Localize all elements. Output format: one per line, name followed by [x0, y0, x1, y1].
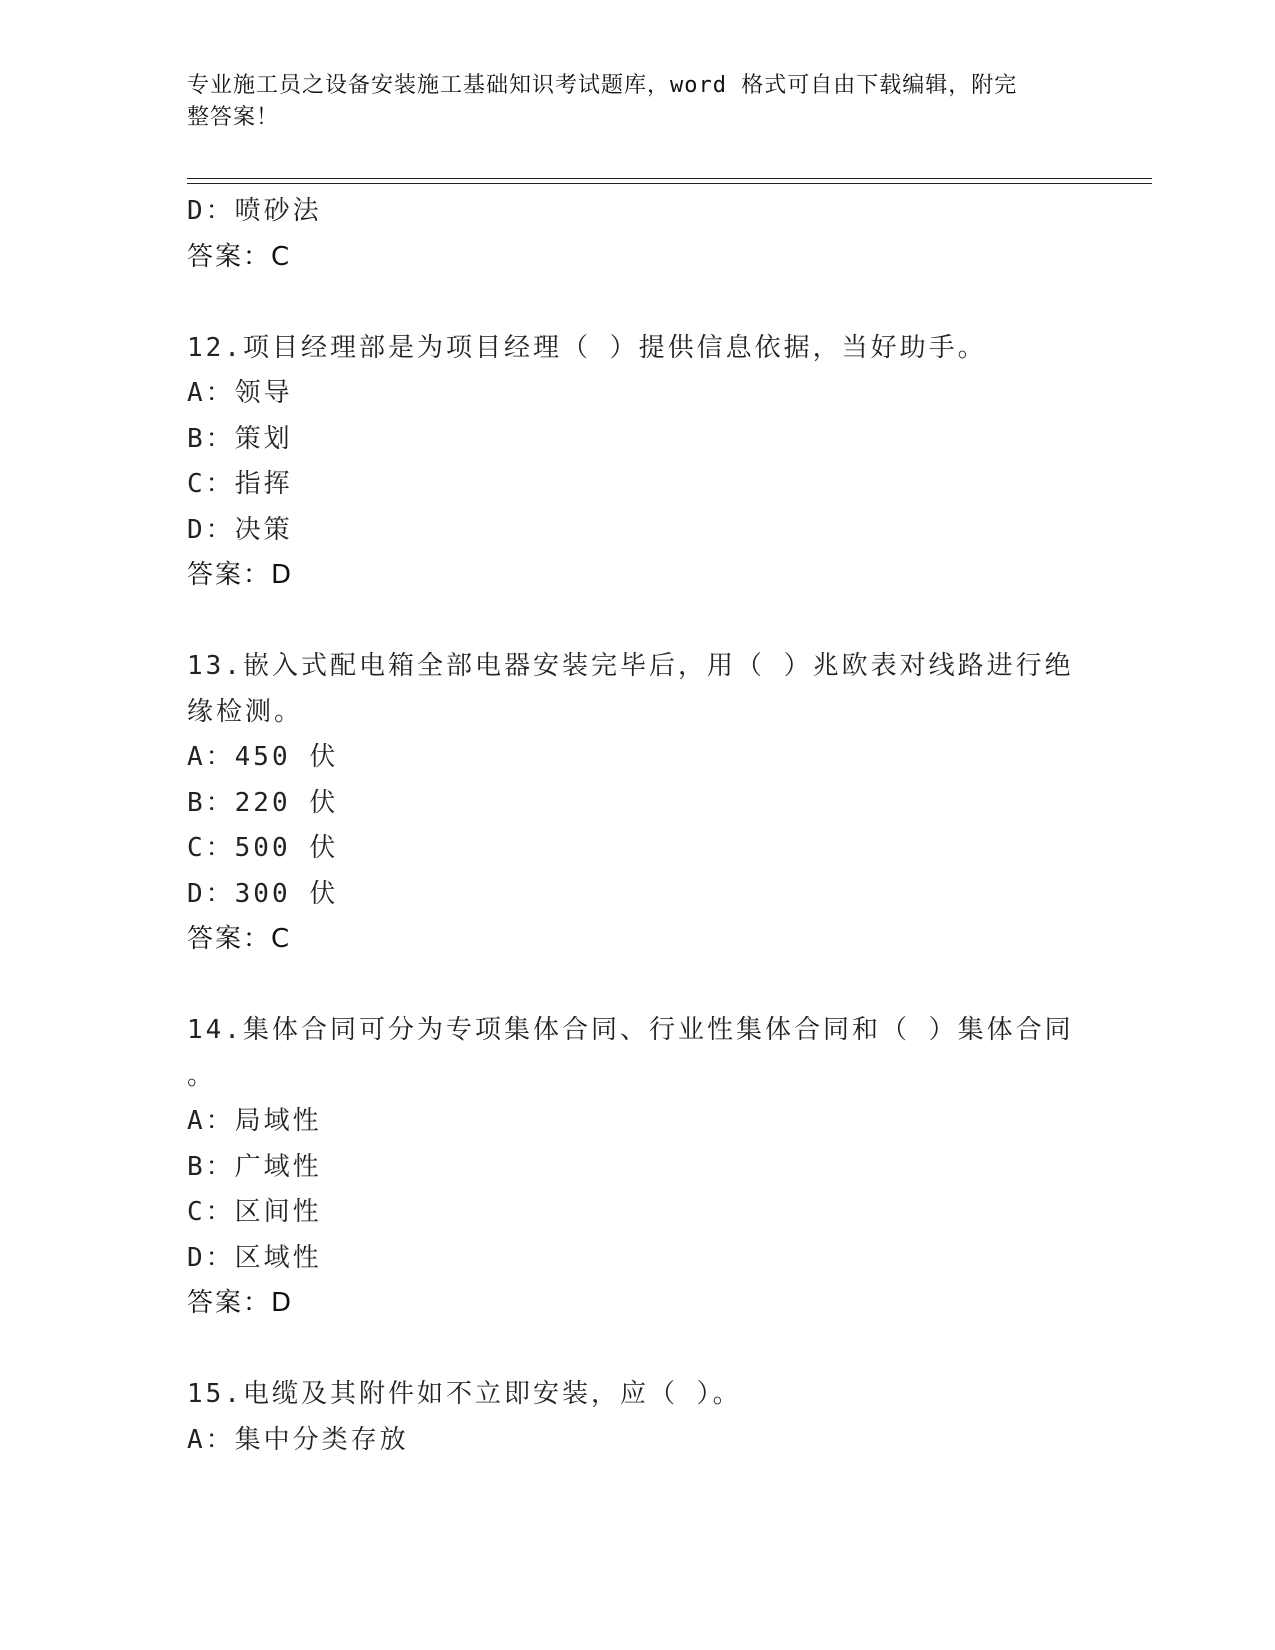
answer: 答案：D — [187, 1288, 294, 1318]
answer: 答案：D — [187, 560, 294, 590]
header-divider-top — [187, 178, 1152, 179]
option-d: D：决策 — [187, 514, 293, 545]
option-a: A：领导 — [187, 378, 293, 408]
option-b: B：广域性 — [187, 1151, 322, 1182]
question-content — [187, 189, 1074, 1463]
question-stem: 14.集体合同可分为专项集体合同、行业性集体合同和（ ）集体合同 — [187, 1015, 1074, 1045]
option-c: C：区间性 — [187, 1197, 322, 1227]
spacer — [187, 599, 1067, 645]
option-a: A：450 伏 — [187, 742, 339, 772]
option-b: B：策划 — [187, 423, 293, 454]
option-d: D：300 伏 — [187, 878, 339, 909]
question-stem: 12.项目经理部是为项目经理（ ）提供信息依据，当好助手。 — [187, 332, 987, 363]
header-line-2: 整答案！ — [187, 105, 280, 130]
carryover-option-d: D：喷砂法 — [187, 196, 322, 226]
question-14 — [187, 1008, 1074, 1327]
option-a: A：集中分类存放 — [187, 1424, 409, 1455]
option-b: B：220 伏 — [187, 787, 339, 818]
question-stem-continued: 缘检测。 — [187, 696, 304, 727]
question-13 — [187, 644, 1074, 963]
spacer — [187, 280, 1067, 326]
document-header — [187, 70, 1067, 134]
header-line-1: 专业施工员之设备安装施工基础知识考试题库，word 格式可自由下载编辑，附完 — [187, 73, 1018, 98]
answer: 答案：C — [187, 924, 292, 954]
option-a: A：局域性 — [187, 1106, 322, 1136]
spacer — [187, 1327, 1067, 1373]
question-stem: 13.嵌入式配电箱全部电器安装完毕后，用（ ）兆欧表对线路进行绝 — [187, 651, 1074, 681]
spacer — [187, 963, 1067, 1009]
option-d: D：区域性 — [187, 1242, 322, 1273]
question-stem-continued: 。 — [187, 1060, 217, 1091]
question-15 — [187, 1372, 1067, 1463]
question-stem: 15.电缆及其附件如不立即安装，应（ ）。 — [187, 1379, 742, 1409]
option-c: C：指挥 — [187, 469, 293, 499]
question-12 — [187, 326, 1067, 599]
header-divider-bottom — [187, 183, 1152, 184]
option-c: C：500 伏 — [187, 833, 339, 863]
carryover-answer: 答案：C — [187, 241, 292, 272]
